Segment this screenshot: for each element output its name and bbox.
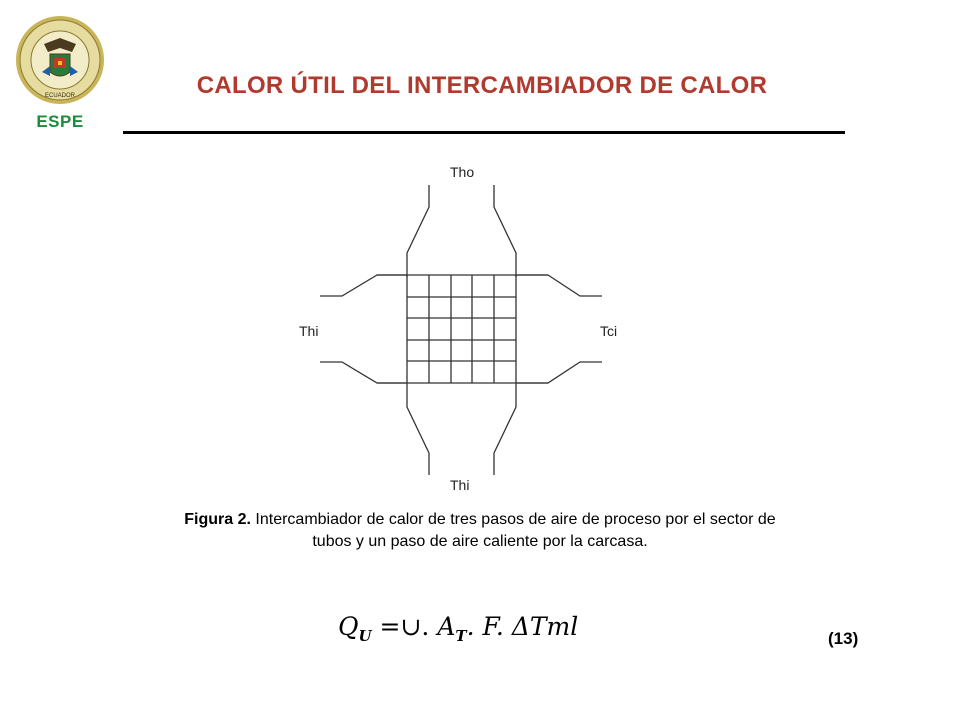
bottom-channel-right xyxy=(494,383,516,475)
equation xyxy=(338,612,578,645)
title-underline xyxy=(123,131,845,134)
espe-seal-logo xyxy=(14,14,106,106)
eq-area-sub: T xyxy=(455,627,467,645)
eq-area: A xyxy=(437,612,456,641)
slide-title: CALOR ÚTIL DEL INTERCAMBIADOR DE CALOR xyxy=(196,72,768,99)
left-inlet-upper xyxy=(320,275,407,296)
left-inlet-lower xyxy=(320,362,407,383)
eq-equals: =∪. xyxy=(371,612,438,641)
caption-line-2: tubos y un paso de aire caliente por la carcasa. xyxy=(312,533,648,550)
seal-bottom-text: ECUADOR xyxy=(44,93,76,99)
heat-exchanger-diagram xyxy=(290,155,650,495)
espe-label: ESPE xyxy=(36,112,84,131)
bottom-channel-left xyxy=(407,383,429,475)
caption-prefix: Figura 2. xyxy=(184,511,251,528)
eq-lhs-sub: U xyxy=(358,627,372,645)
top-channel-right xyxy=(494,185,516,277)
equation-number: (13) xyxy=(828,629,859,648)
label-top: Tho xyxy=(450,164,475,180)
top-channel-left xyxy=(407,185,429,277)
caption-line-1: Intercambiador de calor de tres pasos de aire de proceso por el sector de xyxy=(250,511,776,528)
eq-rest: . F. ΔTml xyxy=(466,612,579,641)
label-left: Thi xyxy=(299,323,319,339)
right-outlet-upper xyxy=(516,275,602,296)
eq-lhs: Q xyxy=(338,612,359,641)
label-bottom: Thi xyxy=(450,477,470,493)
figure-caption xyxy=(120,509,840,553)
label-right: Tci xyxy=(600,323,618,339)
right-outlet-lower xyxy=(516,362,602,383)
tube-grid xyxy=(407,275,516,383)
